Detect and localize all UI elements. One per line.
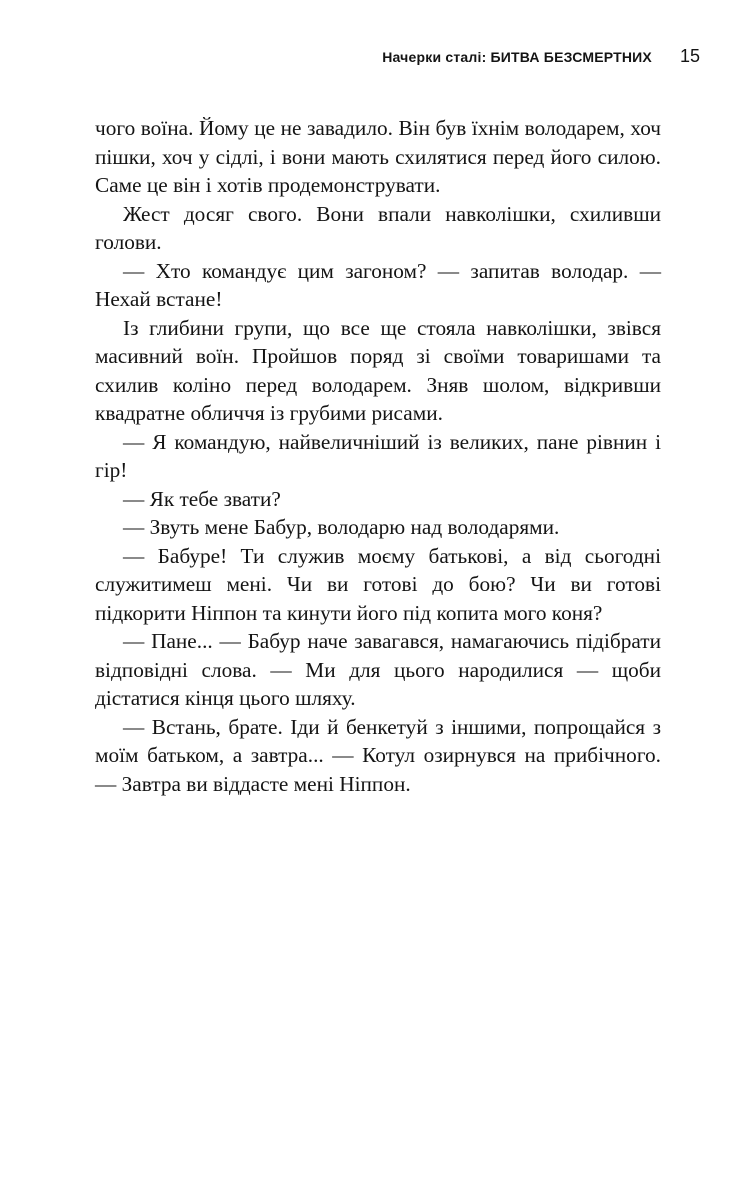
dialogue-line: — Пане... — Бабур наче завагався, намагаючись підібрати відповідні слова. — Ми для цього народилися — щоби дістатися кінця цього шляху. [95,629,661,710]
paragraph: Жест досяг свого. Вони впали навколішки, схиливши голови. [95,201,661,254]
paragraph: чого воїна. Йому це не завадило. Він був їхнім володарем, хоч пішки, хоч у сідлі, і вони мають схилятися перед його силою. Саме це він і хотів продемонструвати. [95,116,661,197]
dialogue-line: — Я командую, найвеличніший із великих, пане рівнин і гір! [95,429,661,482]
body-text [95,114,661,798]
dialogue-line: — Звуть мене Бабур, володарю над володарями. [123,515,560,539]
dialogue-line: — Хто командує цим загоном? — запитав володар. — Нехай встане! [95,258,661,311]
running-title: Начерки сталі: БИТВА БЕЗСМЕРТНИХ [382,49,652,65]
running-header [95,46,700,72]
dialogue-line: — Встань, брате. Іди й бенкетуй з іншими, попрощайся з моїм батьком, а завтра... — Котул озирнувся на прибічного. — Завтра ви віддасте мені Ніппон. [95,714,661,796]
paragraph: Із глибини групи, що все ще стояла навколішки, звівся масивний воїн. Пройшов поряд зі своїми товаришами та схилив коліно перед володарем. Зняв шолом, відкривши квадратне обличчя із грубими рисами. [95,315,661,425]
dialogue-line: — Як тебе звати? [123,486,281,511]
page-number: 15 [679,46,700,66]
dialogue-line: — Бабуре! Ти служив моєму батькові, а від сьогодні служитимеш мені. Чи ви готові до бою? Чи ви готові підкорити Ніппон та кинути його під копита мого коня? [95,543,661,625]
